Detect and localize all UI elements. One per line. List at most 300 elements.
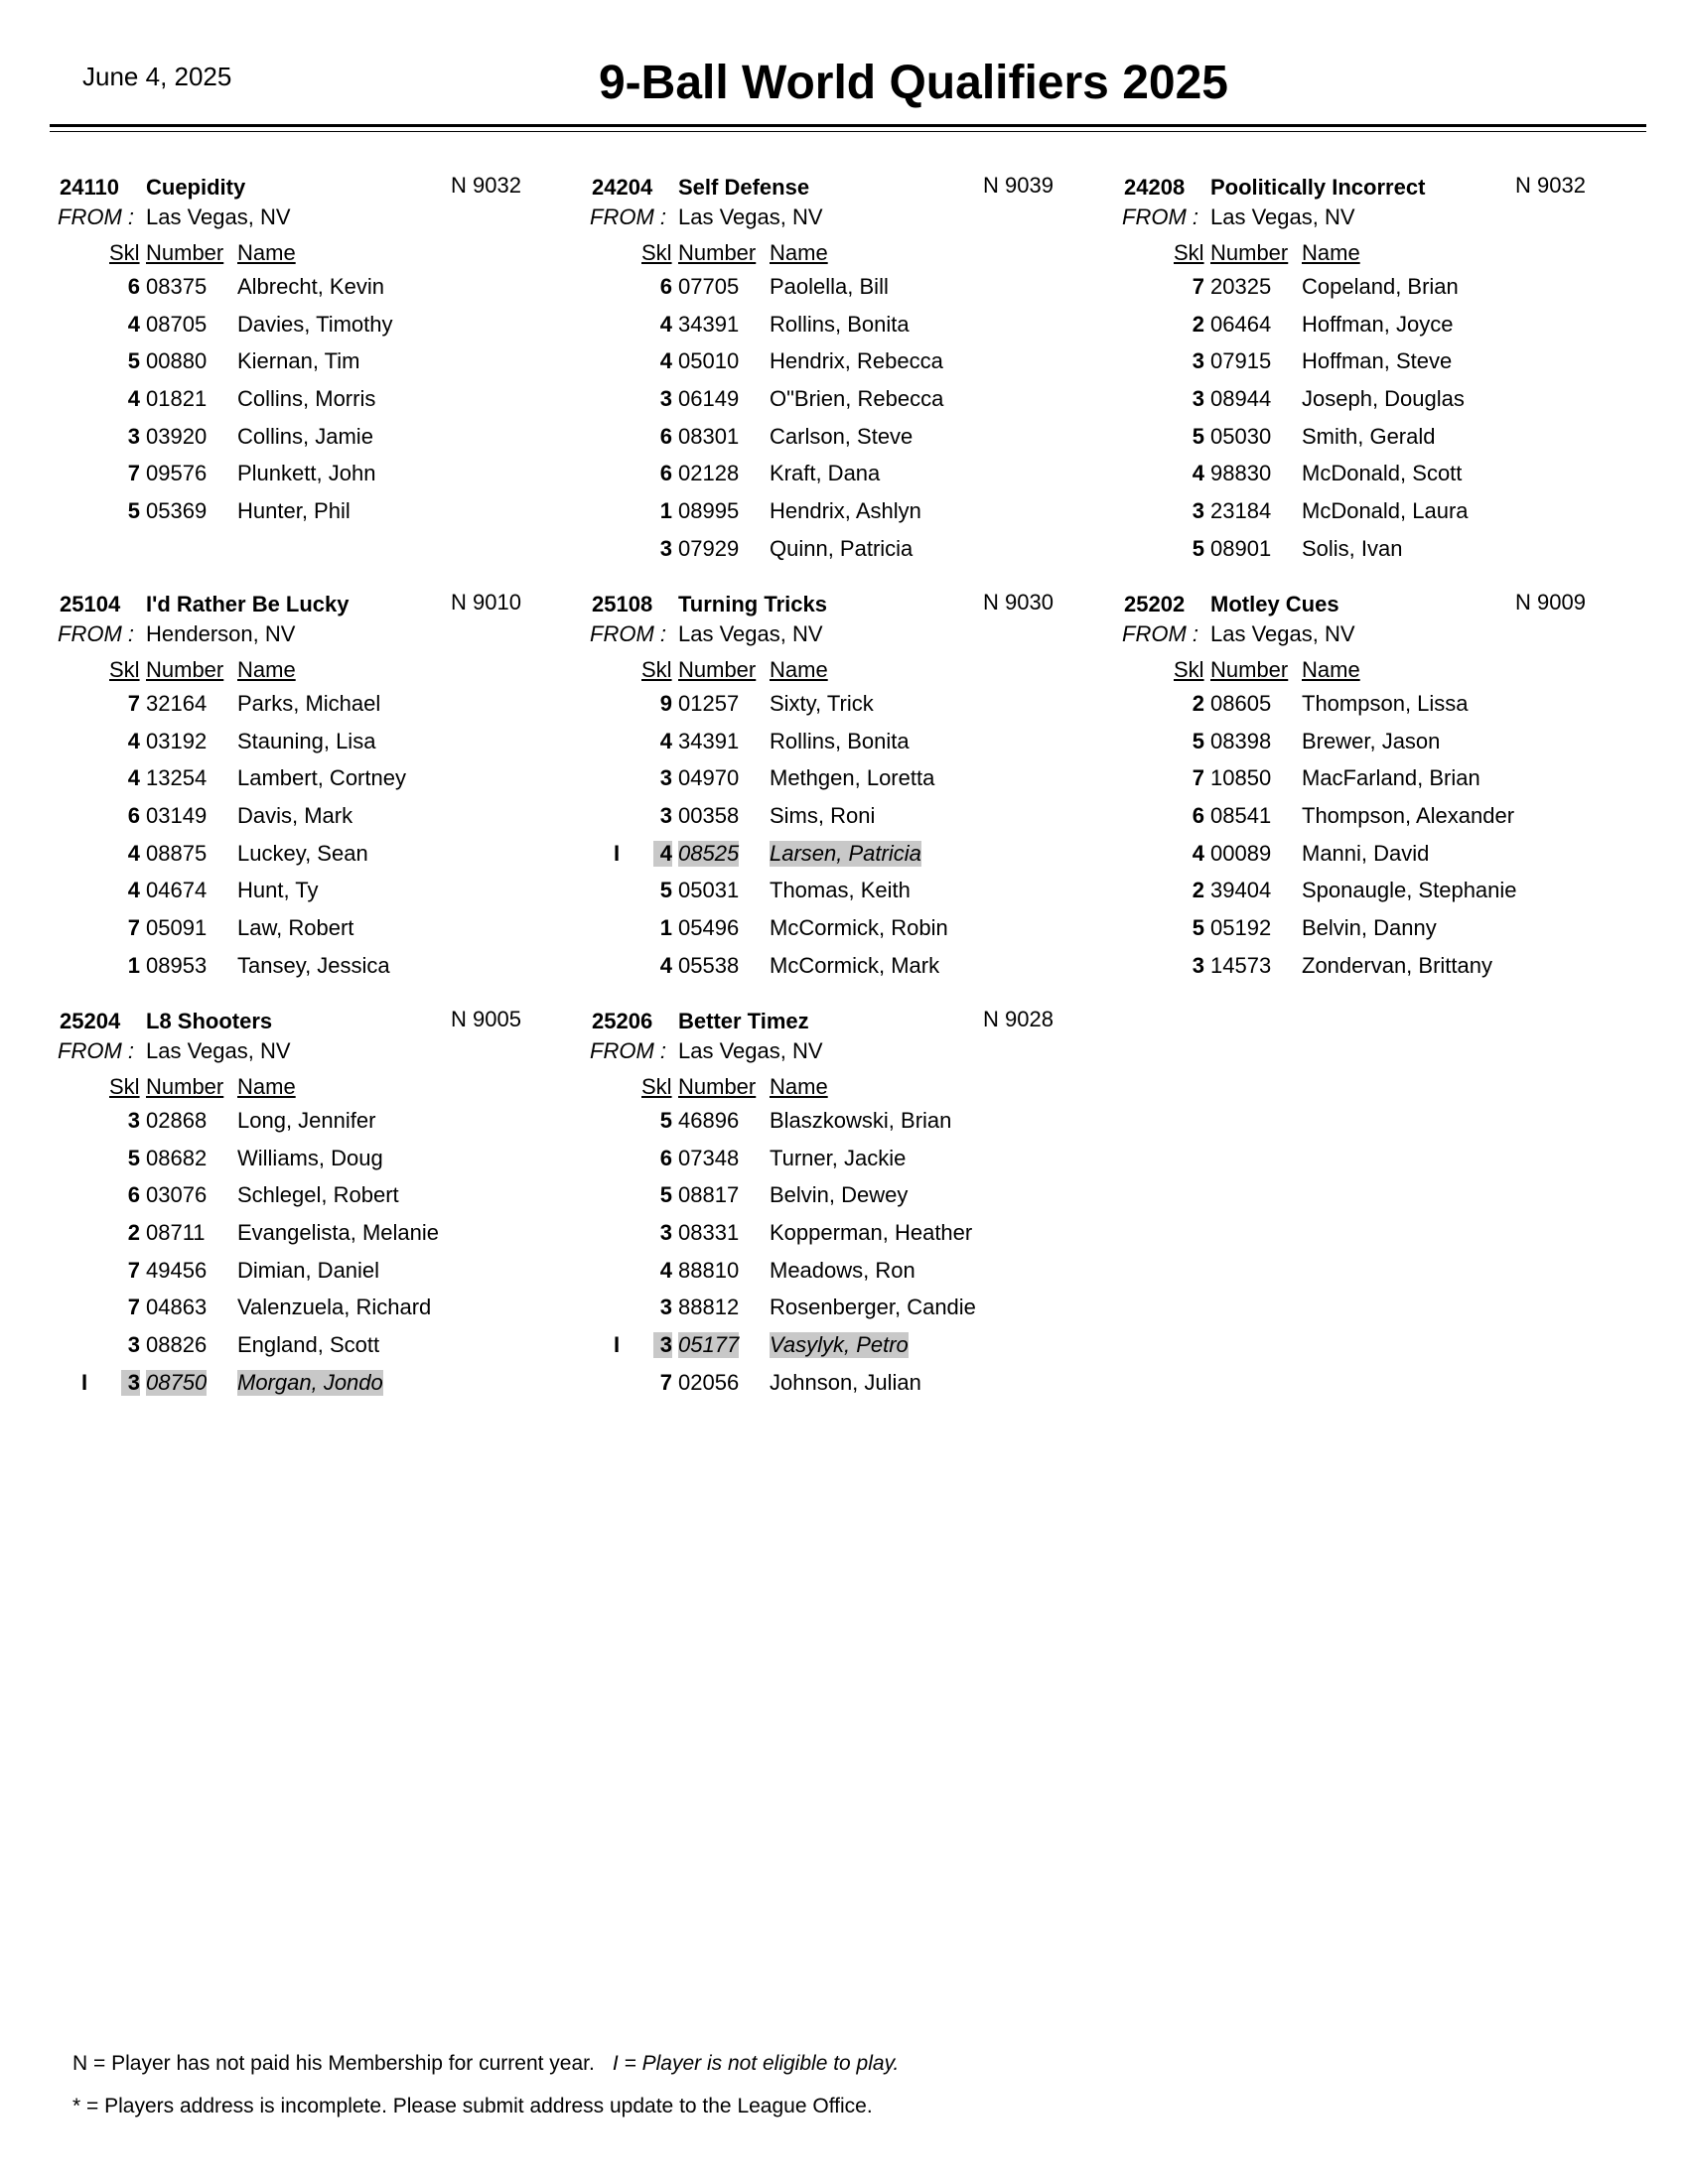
player-number: 08750	[146, 1369, 208, 1395]
team-header	[58, 1009, 554, 1038]
player-row	[590, 725, 1086, 762]
player-name: Hendrix, Ashlyn	[770, 498, 921, 524]
report-date: June 4, 2025	[82, 62, 232, 91]
player-skill: 3	[1192, 952, 1204, 978]
player-row	[58, 687, 554, 725]
player-number: 88812	[678, 1295, 740, 1320]
player-row	[58, 874, 554, 911]
player-row	[1122, 687, 1618, 725]
player-name: Kraft, Dana	[770, 461, 881, 486]
player-number: 05369	[146, 498, 208, 524]
player-skill: 2	[1192, 311, 1204, 337]
col-header-number: Number	[678, 657, 757, 682]
player-name: Albrecht, Kevin	[237, 274, 384, 299]
player-skill: 5	[1192, 728, 1204, 753]
player-skill: 4	[1192, 461, 1204, 486]
player-name: Parks, Michael	[237, 691, 381, 716]
player-number: 05091	[146, 915, 208, 941]
team-block	[590, 592, 1086, 987]
column-headers	[58, 240, 554, 270]
player-row	[58, 344, 554, 382]
player-row	[590, 270, 1086, 308]
col-header-skl: Skl	[109, 240, 140, 265]
player-skill: 3	[653, 1332, 672, 1358]
player-name: Smith, Gerald	[1302, 423, 1436, 449]
player-name: Quinn, Patricia	[770, 535, 914, 561]
column-headers	[590, 657, 1086, 687]
player-skill: 5	[127, 498, 140, 524]
player-name: McDonald, Scott	[1302, 461, 1463, 486]
player-name: Larsen, Patricia	[770, 840, 921, 866]
player-skill: 4	[127, 728, 140, 753]
col-header-skl: Skl	[109, 1074, 140, 1099]
player-row	[58, 911, 554, 949]
player-number: 03920	[146, 423, 208, 449]
player-skill: 5	[127, 1145, 140, 1170]
col-header-number: Number	[1210, 240, 1289, 265]
player-row	[1122, 837, 1618, 875]
team-number: 25204	[60, 1009, 121, 1033]
player-flag: I	[614, 1332, 621, 1358]
player-skill: 6	[659, 1145, 672, 1170]
player-row	[590, 1366, 1086, 1404]
player-skill: 5	[659, 1182, 672, 1208]
team-number: 24204	[592, 175, 653, 200]
player-row	[590, 949, 1086, 987]
player-row	[590, 420, 1086, 458]
player-number: 01257	[678, 691, 740, 716]
player-row	[590, 344, 1086, 382]
player-skill: 3	[1192, 348, 1204, 374]
player-number: 49456	[146, 1257, 208, 1283]
player-skill: 9	[659, 691, 672, 716]
player-name: Rollins, Bonita	[770, 728, 910, 753]
player-row	[58, 1178, 554, 1216]
player-row	[1122, 457, 1618, 494]
column-headers	[58, 1074, 554, 1104]
from-city: Las Vegas, NV	[1210, 205, 1355, 229]
player-skill: 3	[127, 423, 140, 449]
from-label: FROM :	[590, 1038, 666, 1063]
player-number: 08525	[678, 840, 740, 866]
player-row	[1122, 382, 1618, 420]
col-header-number: Number	[678, 240, 757, 265]
header-rule-thin	[50, 131, 1646, 132]
col-header-number: Number	[1210, 657, 1289, 682]
player-number: 07929	[678, 535, 740, 561]
team-from	[58, 1038, 554, 1074]
team-name: Motley Cues	[1210, 592, 1339, 616]
column-headers	[58, 657, 554, 687]
player-row	[590, 1216, 1086, 1254]
player-skill: 5	[659, 878, 672, 903]
player-skill: 3	[659, 1220, 672, 1246]
col-header-skl: Skl	[1174, 657, 1204, 682]
player-row	[1122, 761, 1618, 799]
from-label: FROM :	[1122, 205, 1198, 229]
player-row	[58, 382, 554, 420]
player-skill: 1	[659, 915, 672, 941]
player-row	[58, 949, 554, 987]
player-name: Collins, Jamie	[237, 423, 373, 449]
player-number: 08375	[146, 274, 208, 299]
player-row	[590, 382, 1086, 420]
player-name: Hoffman, Joyce	[1302, 311, 1454, 337]
team-name: Better Timez	[678, 1009, 809, 1033]
player-name: Rosenberger, Candie	[770, 1295, 976, 1320]
player-skill: 3	[659, 535, 672, 561]
player-row	[58, 308, 554, 345]
player-number: 07915	[1210, 348, 1272, 374]
player-name: Collins, Morris	[237, 386, 376, 412]
team-block	[58, 592, 554, 987]
column-headers	[1122, 657, 1618, 687]
player-name: McCormick, Robin	[770, 915, 948, 941]
team-from	[590, 1038, 1086, 1074]
team-header	[58, 175, 554, 205]
player-name: Thompson, Alexander	[1302, 803, 1515, 829]
player-name: Morgan, Jondo	[237, 1369, 383, 1395]
player-row	[590, 494, 1086, 532]
player-number: 34391	[678, 728, 740, 753]
player-number: 23184	[1210, 498, 1272, 524]
report-title: 9-Ball World Qualifiers 2025	[598, 57, 1228, 109]
col-header-skl: Skl	[1174, 240, 1204, 265]
player-row	[1122, 725, 1618, 762]
player-name: Rollins, Bonita	[770, 311, 910, 337]
player-name: Brewer, Jason	[1302, 728, 1441, 753]
player-number: 08398	[1210, 728, 1272, 753]
player-skill: 7	[1192, 765, 1204, 791]
player-name: O"Brien, Rebecca	[770, 386, 944, 412]
player-name: Thomas, Keith	[770, 878, 911, 903]
player-flag: I	[614, 840, 621, 866]
player-name: Vasylyk, Petro	[770, 1332, 909, 1358]
player-name: Sixty, Trick	[770, 691, 874, 716]
from-label: FROM :	[590, 205, 666, 229]
player-skill: 7	[127, 915, 140, 941]
player-name: Luckey, Sean	[237, 840, 368, 866]
player-row	[58, 1254, 554, 1292]
from-label: FROM :	[1122, 621, 1198, 646]
player-row	[58, 725, 554, 762]
player-row	[1122, 532, 1618, 570]
player-row	[58, 1328, 554, 1366]
from-city: Las Vegas, NV	[678, 205, 823, 229]
player-name: Sims, Roni	[770, 803, 876, 829]
col-header-name: Name	[237, 240, 296, 265]
player-skill: 6	[127, 803, 140, 829]
col-header-name: Name	[770, 1074, 828, 1099]
player-number: 08953	[146, 952, 208, 978]
player-skill: 4	[127, 386, 140, 412]
player-row	[58, 1366, 554, 1404]
player-name: Belvin, Dewey	[770, 1182, 909, 1208]
col-header-name: Name	[770, 657, 828, 682]
player-skill: 3	[127, 1332, 140, 1358]
player-name: Turner, Jackie	[770, 1145, 907, 1170]
player-skill: 1	[659, 498, 672, 524]
player-number: 08944	[1210, 386, 1272, 412]
player-name: Paolella, Bill	[770, 274, 889, 299]
column-headers	[1122, 240, 1618, 270]
team-n-code: N 9005	[451, 1007, 521, 1031]
player-row	[590, 799, 1086, 837]
player-skill: 4	[653, 841, 672, 867]
player-row	[58, 270, 554, 308]
team-n-code: N 9032	[451, 173, 521, 198]
player-skill: 1	[127, 952, 140, 978]
player-number: 03192	[146, 728, 208, 753]
col-header-number: Number	[146, 240, 224, 265]
column-headers	[590, 240, 1086, 270]
player-number: 08682	[146, 1145, 208, 1170]
team-n-code: N 9009	[1515, 590, 1586, 614]
player-number: 05192	[1210, 915, 1272, 941]
player-number: 98830	[1210, 461, 1272, 486]
player-skill: 3	[1192, 498, 1204, 524]
player-skill: 6	[127, 1182, 140, 1208]
player-row	[590, 457, 1086, 494]
player-skill: 6	[127, 274, 140, 299]
player-skill: 3	[659, 1295, 672, 1320]
player-name: Law, Robert	[237, 915, 354, 941]
player-number: 05010	[678, 348, 740, 374]
player-row	[590, 1142, 1086, 1179]
col-header-name: Name	[237, 657, 296, 682]
player-skill: 7	[127, 1257, 140, 1283]
player-skill: 7	[127, 1295, 140, 1320]
team-n-code: N 9030	[983, 590, 1054, 614]
player-row	[58, 1104, 554, 1142]
player-number: 04863	[146, 1295, 208, 1320]
player-name: Methgen, Loretta	[770, 765, 935, 791]
team-header	[1122, 175, 1618, 205]
player-number: 02868	[146, 1108, 208, 1133]
player-number: 08301	[678, 423, 740, 449]
player-name: Evangelista, Melanie	[237, 1220, 440, 1246]
player-row	[1122, 270, 1618, 308]
player-number: 09576	[146, 461, 208, 486]
player-row	[58, 1216, 554, 1254]
player-skill: 4	[127, 878, 140, 903]
team-from	[590, 205, 1086, 240]
team-header	[590, 175, 1086, 205]
player-name: Belvin, Danny	[1302, 915, 1437, 941]
player-skill: 2	[1192, 878, 1204, 903]
player-name: Lambert, Cortney	[237, 765, 406, 791]
player-name: McDonald, Laura	[1302, 498, 1469, 524]
player-row	[1122, 308, 1618, 345]
team-header	[590, 592, 1086, 621]
from-city: Las Vegas, NV	[1210, 621, 1355, 646]
player-name: Kiernan, Tim	[237, 348, 360, 374]
player-name: Manni, David	[1302, 840, 1430, 866]
team-number: 25108	[592, 592, 653, 616]
player-skill: 4	[659, 311, 672, 337]
player-number: 00358	[678, 803, 740, 829]
player-number: 08995	[678, 498, 740, 524]
team-block	[58, 175, 554, 532]
col-header-number: Number	[678, 1074, 757, 1099]
player-row	[590, 1328, 1086, 1366]
player-number: 08705	[146, 311, 208, 337]
player-number: 05031	[678, 878, 740, 903]
player-name: Hunt, Ty	[237, 878, 319, 903]
player-row	[590, 687, 1086, 725]
team-number: 24110	[60, 175, 119, 200]
team-n-code: N 9032	[1515, 173, 1586, 198]
player-row	[590, 1291, 1086, 1328]
team-n-code: N 9028	[983, 1007, 1054, 1031]
player-skill: 5	[1192, 423, 1204, 449]
player-number: 07705	[678, 274, 740, 299]
player-number: 02056	[678, 1369, 740, 1395]
from-city: Las Vegas, NV	[678, 1038, 823, 1063]
col-header-number: Number	[146, 1074, 224, 1099]
player-row	[590, 837, 1086, 875]
player-row	[1122, 874, 1618, 911]
player-row	[58, 1142, 554, 1179]
player-skill: 3	[659, 386, 672, 412]
player-number: 10850	[1210, 765, 1272, 791]
team-from	[58, 205, 554, 240]
player-name: Sponaugle, Stephanie	[1302, 878, 1517, 903]
legend-n: N = Player has not paid his Membership for current year.	[72, 2052, 595, 2075]
player-number: 34391	[678, 311, 740, 337]
player-skill: 4	[127, 840, 140, 866]
player-name: Hendrix, Rebecca	[770, 348, 943, 374]
team-block	[590, 175, 1086, 570]
player-skill: 3	[659, 765, 672, 791]
from-city: Las Vegas, NV	[146, 1038, 291, 1063]
player-skill: 5	[1192, 915, 1204, 941]
player-row	[1122, 420, 1618, 458]
player-row	[1122, 494, 1618, 532]
col-header-name: Name	[1302, 240, 1360, 265]
player-name: Solis, Ivan	[1302, 535, 1403, 561]
player-number: 08711	[146, 1220, 206, 1246]
player-number: 20325	[1210, 274, 1272, 299]
player-number: 00880	[146, 348, 208, 374]
player-row	[590, 874, 1086, 911]
player-name: MacFarland, Brian	[1302, 765, 1480, 791]
player-row	[58, 1291, 554, 1328]
player-number: 04674	[146, 878, 208, 903]
player-name: Williams, Doug	[237, 1145, 383, 1170]
header-rule-thick	[50, 124, 1646, 127]
player-row	[590, 911, 1086, 949]
player-skill: 7	[127, 461, 140, 486]
player-row	[58, 494, 554, 532]
player-skill: 4	[659, 1257, 672, 1283]
player-row	[1122, 911, 1618, 949]
team-header	[58, 592, 554, 621]
team-name: I'd Rather Be Lucky	[146, 592, 350, 616]
player-number: 08541	[1210, 803, 1272, 829]
col-header-number: Number	[146, 657, 224, 682]
col-header-skl: Skl	[641, 657, 672, 682]
player-number: 04970	[678, 765, 740, 791]
player-name: England, Scott	[237, 1332, 380, 1358]
player-number: 39404	[1210, 878, 1272, 903]
player-number: 01821	[146, 386, 208, 412]
player-skill: 5	[127, 348, 140, 374]
player-name: Stauning, Lisa	[237, 728, 376, 753]
player-number: 07348	[678, 1145, 740, 1170]
team-number: 25206	[592, 1009, 653, 1033]
player-number: 88810	[678, 1257, 740, 1283]
team-from	[1122, 621, 1618, 657]
player-number: 06149	[678, 386, 740, 412]
from-city: Las Vegas, NV	[678, 621, 823, 646]
player-name: Long, Jennifer	[237, 1108, 376, 1133]
player-skill: 6	[659, 274, 672, 299]
team-name: Cuepidity	[146, 175, 246, 200]
player-row	[58, 420, 554, 458]
player-skill: 6	[659, 423, 672, 449]
player-number: 08817	[678, 1182, 740, 1208]
from-label: FROM :	[58, 205, 134, 229]
player-row	[590, 1254, 1086, 1292]
player-number: 32164	[146, 691, 208, 716]
from-city: Henderson, NV	[146, 621, 296, 646]
team-from	[1122, 205, 1618, 240]
player-name: Hunter, Phil	[237, 498, 351, 524]
legend-line-1	[72, 2052, 899, 2076]
from-label: FROM :	[58, 1038, 134, 1063]
player-name: Hoffman, Steve	[1302, 348, 1453, 374]
col-header-name: Name	[1302, 657, 1360, 682]
legend-line-2: * = Players address is incomplete. Please submit address update to the League Office.	[72, 2095, 873, 2117]
player-number: 08826	[146, 1332, 208, 1358]
player-skill: 2	[127, 1220, 140, 1246]
team-block	[590, 1009, 1086, 1404]
player-name: Schlegel, Robert	[237, 1182, 399, 1208]
team-number: 25104	[60, 592, 121, 616]
player-name: Kopperman, Heather	[770, 1220, 973, 1246]
player-row	[58, 837, 554, 875]
player-number: 05030	[1210, 423, 1272, 449]
player-skill: 2	[1192, 691, 1204, 716]
col-header-skl: Skl	[641, 240, 672, 265]
player-skill: 3	[127, 1108, 140, 1133]
team-name: Poolitically Incorrect	[1210, 175, 1426, 200]
player-row	[1122, 799, 1618, 837]
player-name: Valenzuela, Richard	[237, 1295, 432, 1320]
player-number: 08331	[678, 1220, 740, 1246]
legend-i: I = Player is not eligible to play.	[612, 2052, 900, 2075]
player-name: Davis, Mark	[237, 803, 353, 829]
team-block	[58, 1009, 554, 1404]
player-row	[1122, 344, 1618, 382]
player-skill: 7	[659, 1369, 672, 1395]
team-header	[590, 1009, 1086, 1038]
col-header-skl: Skl	[641, 1074, 672, 1099]
team-from	[58, 621, 554, 657]
col-header-name: Name	[770, 240, 828, 265]
player-name: Copeland, Brian	[1302, 274, 1459, 299]
player-number: 05177	[678, 1332, 740, 1358]
player-number: 08605	[1210, 691, 1272, 716]
player-skill: 3	[1192, 386, 1204, 412]
team-n-code: N 9010	[451, 590, 521, 614]
player-number: 13254	[146, 765, 208, 791]
player-name: Dimian, Daniel	[237, 1257, 380, 1283]
player-skill: 4	[659, 952, 672, 978]
team-block	[1122, 592, 1618, 987]
player-skill: 4	[1192, 840, 1204, 866]
